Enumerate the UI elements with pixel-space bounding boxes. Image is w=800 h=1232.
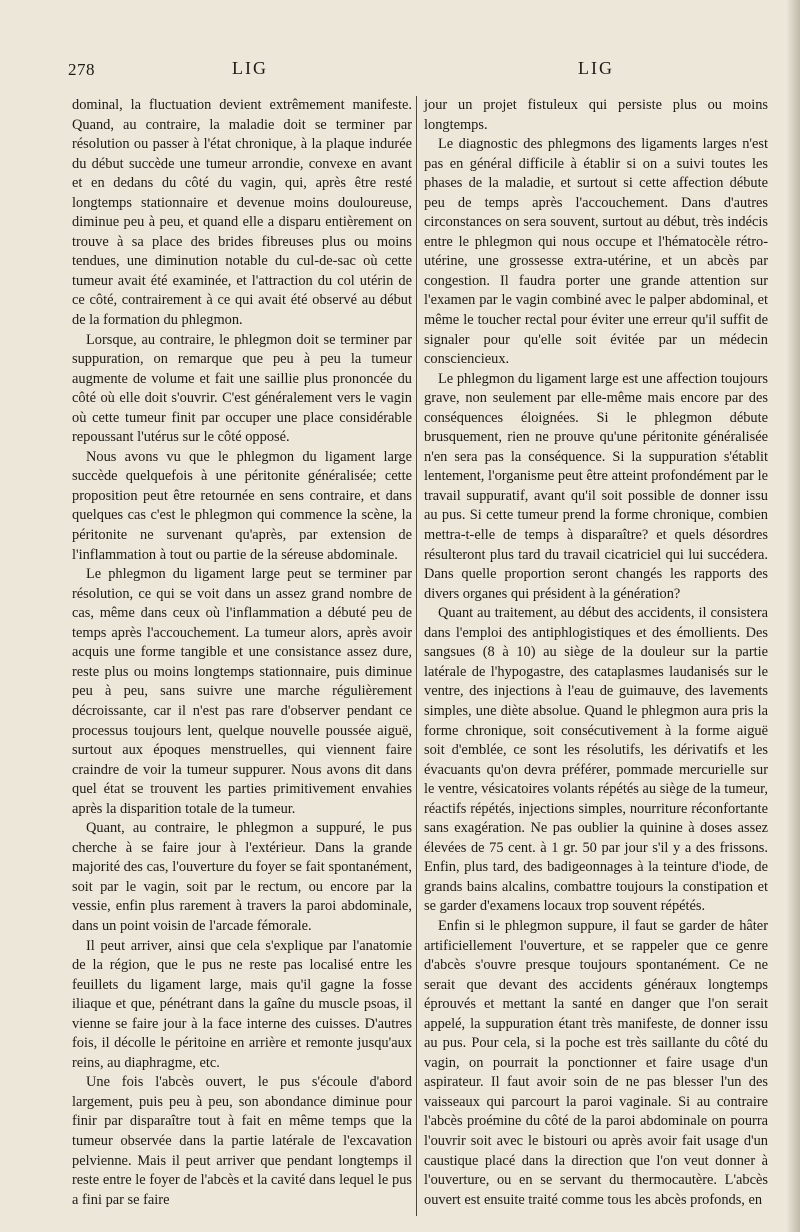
paragraph: Le phlegmon du ligament large peut se terminer par résolution, ce qui se voit dans un assez grand nombre de cas, même dans ceux où l'inflammation a débuté peu de temps après l'accouchement. La tumeur alors, après avoir acquis une forme tangible et une consistance assez dure, reste plus ou moins longtemps stationnaire, puis diminue peu à peu, sans suivre une marche régulièrement décroissante, car il n'est pas rare d'observer pendant ce processus toujours lent, quelque nouvelle poussée aiguë, surtout aux époques menstruelles, qui viennent faire craindre de voir la tumeur suppurer. Nous avons dit dans quel état se trouvent les parties primitivement envahies après la disparition totale de la tumeur. [72,566,412,817]
running-head-right: LIG [578,58,614,78]
paragraph: Le phlegmon du ligament large est une affection toujours grave, non seulement par elle-même mais encore par des conséquences éloignées. Si le phlegmon débute brusquement, rien ne prouve qu'une péritonite généralisée n'en sera pas la conséquence. Si la suppuration s'établit lentement, l'organisme peut être atteint profondément par le travail suppuratif, avant qu'il soit possible de donner issu au pus. Si cette tumeur prend la forme chronique, combien mettra-t-elle de temps à disparaître? et quels désordres résulteront plus tard du travail cicatriciel qui lui succédera. Dans quelle proportion seront changés les rapports des divers organes qui président à la génération? [424,370,768,602]
left-column [72,96,412,1210]
right-column [424,96,768,1210]
paragraph: Enfin si le phlegmon suppure, il faut se garder de hâter artificiellement l'ouverture, et se rappeler que ce genre d'abcès s'ouvre presque toujours spontanément. Ce ne serait que devant des accidents généraux longtemps éprouvés et mettant la santé en danger que l'on serait appelé, la suppuration étant très manifeste, de donner issu au pus. Pour cela, si la poche est très saillante du côté du vagin, on pourrait la ponctionner et faire usage d'un aspirateur. Il faut avoir soin de ne pas blesser l'un des vaisseaux qui parcourt la paroi vaginale. Si au contraire l'abcès proémine du côté de la paroi abdominale on pourra l'ouvrir soit avec le bistouri ou après avoir fait usage d'un caustique placé dans la direction que l'on veut donner à l'ouverture, ou en se servant du thermocautère. L'abcès ouvert est ensuite traité comme tous les abcès profonds, en [424,917,768,1208]
paragraph: Quant au traitement, au début des accidents, il consistera dans l'emploi des antiphlogistiques et des émollients. Des sangsues (8 à 10) au siège de la douleur sur la partie latérale de l'hypogastre, des cataplasmes laudanisés sur le ventre, des injections à l'eau de guimauve, des lavements simples, une diète absolue. Quand le phlegmon aura pris la forme chronique, soit consécutivement à la forme aiguë soit d'emblée, ce sont les résolutifs, les dérivatifs et les évacuants qu'on devra préférer, pommade mercurielle sur le ventre, vésicatoires volants répétés au siège de la tumeur, réactifs répétés, injections simples, nourriture réconfortante sans exagération. Ne pas oublier la quinine à doses assez élevées de 75 cent. à 1 gr. 50 par jour s'il y a des frissons. Enfin, plus tard, des badigeonnages à la teinture d'iode, de grands bains alcalins, combattre toujours la constipation et se garder d'examens locaux trop souvent répétés. [424,605,768,915]
paragraph: Nous avons vu que le phlegmon du ligament large succède quelquefois à une péritonite généralisée; cette proposition peut être retournée en sens contraire, et dans quelques cas c'est le phlegmon qui commence la scène, la péritonite ne survenant qu'après, par extension de l'inflammation à tout ou partie de la séreuse abdominale. [72,448,412,563]
paragraph: Une fois l'abcès ouvert, le pus s'écoule d'abord largement, puis peu à peu, son abondance diminue pour finir par disparaître tout à fait en même temps que la tumeur observée dans la partie latérale de l'excavation pelvienne. Mais il peut arriver que pendant longtemps il reste entre le foyer de l'abcès et la cavité dans lequel le pus a fini par se faire [72,1074,412,1208]
paragraph: jour un projet fistuleux qui persiste plus ou moins longtemps. [424,97,768,133]
paragraph: Il peut arriver, ainsi que cela s'explique par l'anatomie de la région, que le pus ne reste pas localisé entre les feuillets du ligament large, mais qu'il gagne la fosse iliaque et que, pénétrant dans la gaîne du muscle psoas, il vienne se faire jour à la face interne des cuisses. D'autres fois, il décolle le péritoine en arrière et remonte jusqu'aux reins, au diaphragme, etc. [72,937,412,1071]
paragraph: Lorsque, au contraire, le phlegmon doit se terminer par suppuration, on remarque que peu à peu la tumeur augmente de volume et fait une saillie plus prononcée du côté où elle doit s'ouvrir. C'est généralement vers le vagin où cette tumeur finit par occuper une place considérable repoussant l'utérus sur le côté opposé. [72,331,412,446]
paragraph: Quant, au contraire, le phlegmon a suppuré, le pus cherche à se faire jour à l'extérieur. Dans la grande majorité des cas, l'ouverture du foyer se fait spontanément, soit par le vagin, soit par le rectum, ou encore par la vessie, enfin plus rarement à travers la paroi abdominale, dans un point voisin de l'arcade fémorale. [72,820,412,934]
page-edge-shadow [786,0,800,1232]
page-number: 278 [68,60,95,79]
paragraph: Le diagnostic des phlegmons des ligaments larges n'est pas en général difficile à établir si on a suivi toutes les phases de la maladie, et surtout si cette affection débute peu de temps après l'accouchement. Dans d'autres circonstances on sera souvent, surtout au début, très indécis entre le phlegmon qui nous occupe et l'hématocèle rétro-utérine, une grossesse extra-utérine, et un abcès par congestion. Il faudra porter une grande attention sur l'examen par le vagin combiné avec le palper abdominal, et même le toucher rectal pour éviter une erreur qu'il suffit de signaler pour qu'elle soit évitée par un médecin consciencieux. [424,136,768,368]
running-head-left: LIG [232,58,268,78]
paragraph: dominal, la fluctuation devient extrêmement manifeste. Quand, au contraire, la maladie doit se terminer par résolution ou passer à l'état chronique, à la plaque indurée du début succède une tumeur arrondie, convexe en avant et en dedans du côté du vagin, qui, après être resté longtemps stationnaire et devenue moins douloureuse, diminue peu à peu, et quand elle a disparu entièrement on trouve à sa place des brides fibreuses plus ou moins tendues, une diminution notable du cul-de-sac où cette tumeur avait été examinée, et l'attraction du col utérin de ce côté, contrairement à ce qui avait été observé au début de la formation du phlegmon. [72,97,412,329]
page-header [0,52,800,82]
column-divider [416,96,417,1216]
